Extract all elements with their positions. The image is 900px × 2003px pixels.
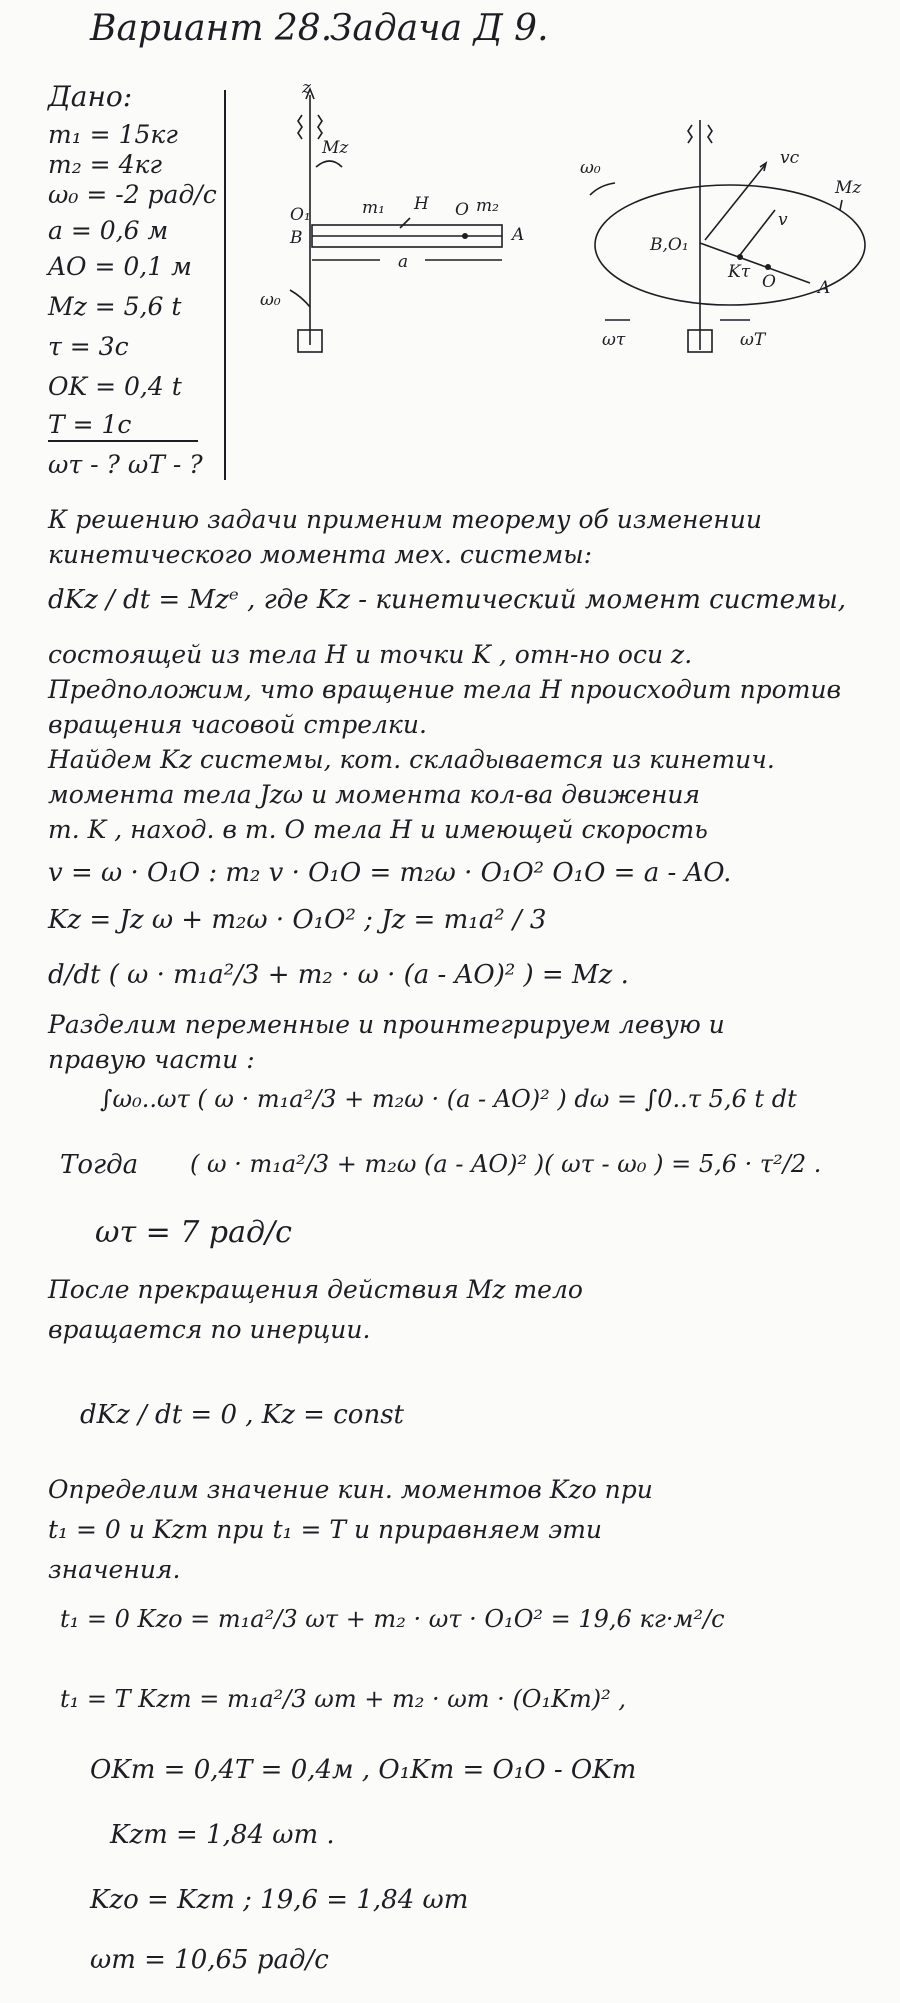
label-b: B [290, 228, 303, 248]
result-omega-tau: ωτ = 7 рад/с [95, 1215, 292, 1250]
equation-integral: ∫ω₀..ωτ ( ω · m₁a²/3 + m₂ω · (a - AO)² ) dω = ∫0..τ 5,6 t dt [100, 1085, 797, 1113]
find-line: ωτ - ? ωT - ? [48, 450, 203, 479]
given-separator [224, 90, 226, 480]
text-line: вращается по инерции. [48, 1315, 371, 1344]
label-a-length: a [398, 252, 409, 272]
text-line: значения. [48, 1555, 181, 1584]
point-k [737, 254, 743, 260]
text-line: t₁ = 0 и Kzт при t₁ = T и приравняем эти [48, 1515, 603, 1544]
label-omega0: ω₀ [260, 290, 281, 310]
text-line: Определим значение кин. моментов Kzo при [48, 1475, 653, 1504]
equation-derivative: d/dt ( ω · m₁a²/3 + m₂ · ω · (a - AO)² ) = Mz . [48, 960, 629, 990]
top-bearing [298, 115, 302, 139]
label-o: O [455, 200, 469, 220]
label-a: A [818, 278, 831, 298]
label-mz: Mz [322, 138, 349, 158]
top-bearing [318, 115, 322, 139]
given-underline [48, 440, 198, 442]
point-o [765, 264, 771, 270]
equation-kzo: t₁ = 0 Kzo = m₁a²/3 ωτ + m₂ · ωτ · O₁O² = 19,6 кг·м²/с [60, 1605, 725, 1633]
text-line: Разделим переменные и проинтегрируем левую и [48, 1010, 725, 1039]
equation-kzt: t₁ = T Kzт = m₁a²/3 ωт + m₂ · ωт · (O₁Kт)² , [60, 1685, 627, 1713]
text-line: т. K , наход. в т. O тела H и имеющей скорость [48, 815, 708, 844]
given-item: Mz = 5,6 t [48, 292, 182, 321]
given-item: a = 0,6 м [48, 216, 169, 245]
text-line: После прекращения действия Mz тело [48, 1275, 583, 1304]
h-leader [400, 218, 410, 228]
text-line: вращения часовой стрелки. [48, 710, 427, 739]
given-item: AO = 0,1 м [48, 252, 192, 281]
task-title: Задача Д 9. [330, 8, 549, 49]
label-v: v [778, 210, 788, 230]
v-vector [740, 210, 775, 255]
label-a-point: A [512, 225, 525, 245]
given-item: ω₀ = -2 рад/с [48, 180, 217, 209]
given-item: m₂ = 4кг [48, 150, 163, 179]
label-omega-t: ωT [740, 330, 766, 350]
given-item: m₁ = 15кг [48, 120, 178, 149]
label-vc: vc [780, 148, 800, 168]
text-line: К решению задачи применим теорему об изменении [48, 505, 762, 534]
label-o: O [762, 272, 776, 292]
text-line: Найдем Kz системы, кот. складывается из кинетич. [48, 745, 775, 774]
equation-velocity: v = ω · O₁O : m₂ v · O₁O = m₂ω · O₁O² O₁O = a - AO. [48, 858, 732, 888]
text-line: правую части : [48, 1045, 255, 1074]
then-label: Тогда [60, 1150, 139, 1180]
vc-vector [705, 165, 765, 240]
point-o [462, 233, 468, 239]
label-omega0: ω₀ [580, 158, 601, 178]
omega0-arc [590, 183, 615, 195]
figure-top-view [580, 115, 880, 355]
label-k-tau: Kτ [728, 262, 751, 282]
label-o1: O₁ [290, 205, 311, 225]
text-line: момента тела Jzω и момента кол-ва движения [48, 780, 701, 809]
equation-integrated: ( ω · m₁a²/3 + m₂ω (a - AO)² )( ωτ - ω₀ ) = 5,6 · τ²/2 . [190, 1150, 822, 1178]
label-mz: Mz [835, 178, 862, 198]
variant-title: Вариант 28. [90, 8, 333, 49]
label-h: H [414, 194, 429, 214]
equation-okt: OKт = 0,4T = 0,4м , O₁Kт = O₁O - OKт [90, 1755, 637, 1785]
figure-side-view [250, 78, 550, 365]
equation-equality: Kzo = Kzт ; 19,6 = 1,84 ωт [90, 1885, 469, 1915]
text-line: кинетического момента мех. системы: [48, 540, 593, 569]
given-item: T = 1с [48, 410, 132, 439]
text-line: Предположим, что вращение тела H происходит против [48, 675, 842, 704]
equation-kzt-value: Kzт = 1,84 ωт . [110, 1820, 335, 1850]
given-item: OK = 0,4 t [48, 372, 182, 401]
moment-arc [316, 161, 342, 167]
given-item: τ = 3с [48, 332, 129, 361]
equation-theorem: dKz / dt = Mzᵉ , где Kz - кинетический момент системы, [48, 585, 847, 615]
label-b-o1: B,O₁ [650, 235, 689, 255]
radius-line [700, 243, 810, 283]
equation-conservation: dKz / dt = 0 , Kz = const [80, 1400, 404, 1430]
label-z: z [302, 78, 311, 98]
equation-kz: Kz = Jz ω + m₂ω · O₁O² ; Jz = m₁a² / 3 [48, 905, 547, 935]
result-omega-t: ωт = 10,65 рад/с [90, 1945, 329, 1975]
text-line: состоящей из тела H и точки K , отн-но оси z. [48, 640, 693, 669]
given-heading: Дано: [48, 80, 133, 113]
mz-arrow [840, 200, 842, 210]
top-bearing [688, 125, 692, 143]
top-bearing [708, 125, 712, 143]
label-m1: m₁ [362, 198, 385, 218]
omega-arc [290, 290, 310, 307]
label-m2: m₂ [476, 196, 499, 216]
label-omega-tau: ωτ [602, 330, 626, 350]
